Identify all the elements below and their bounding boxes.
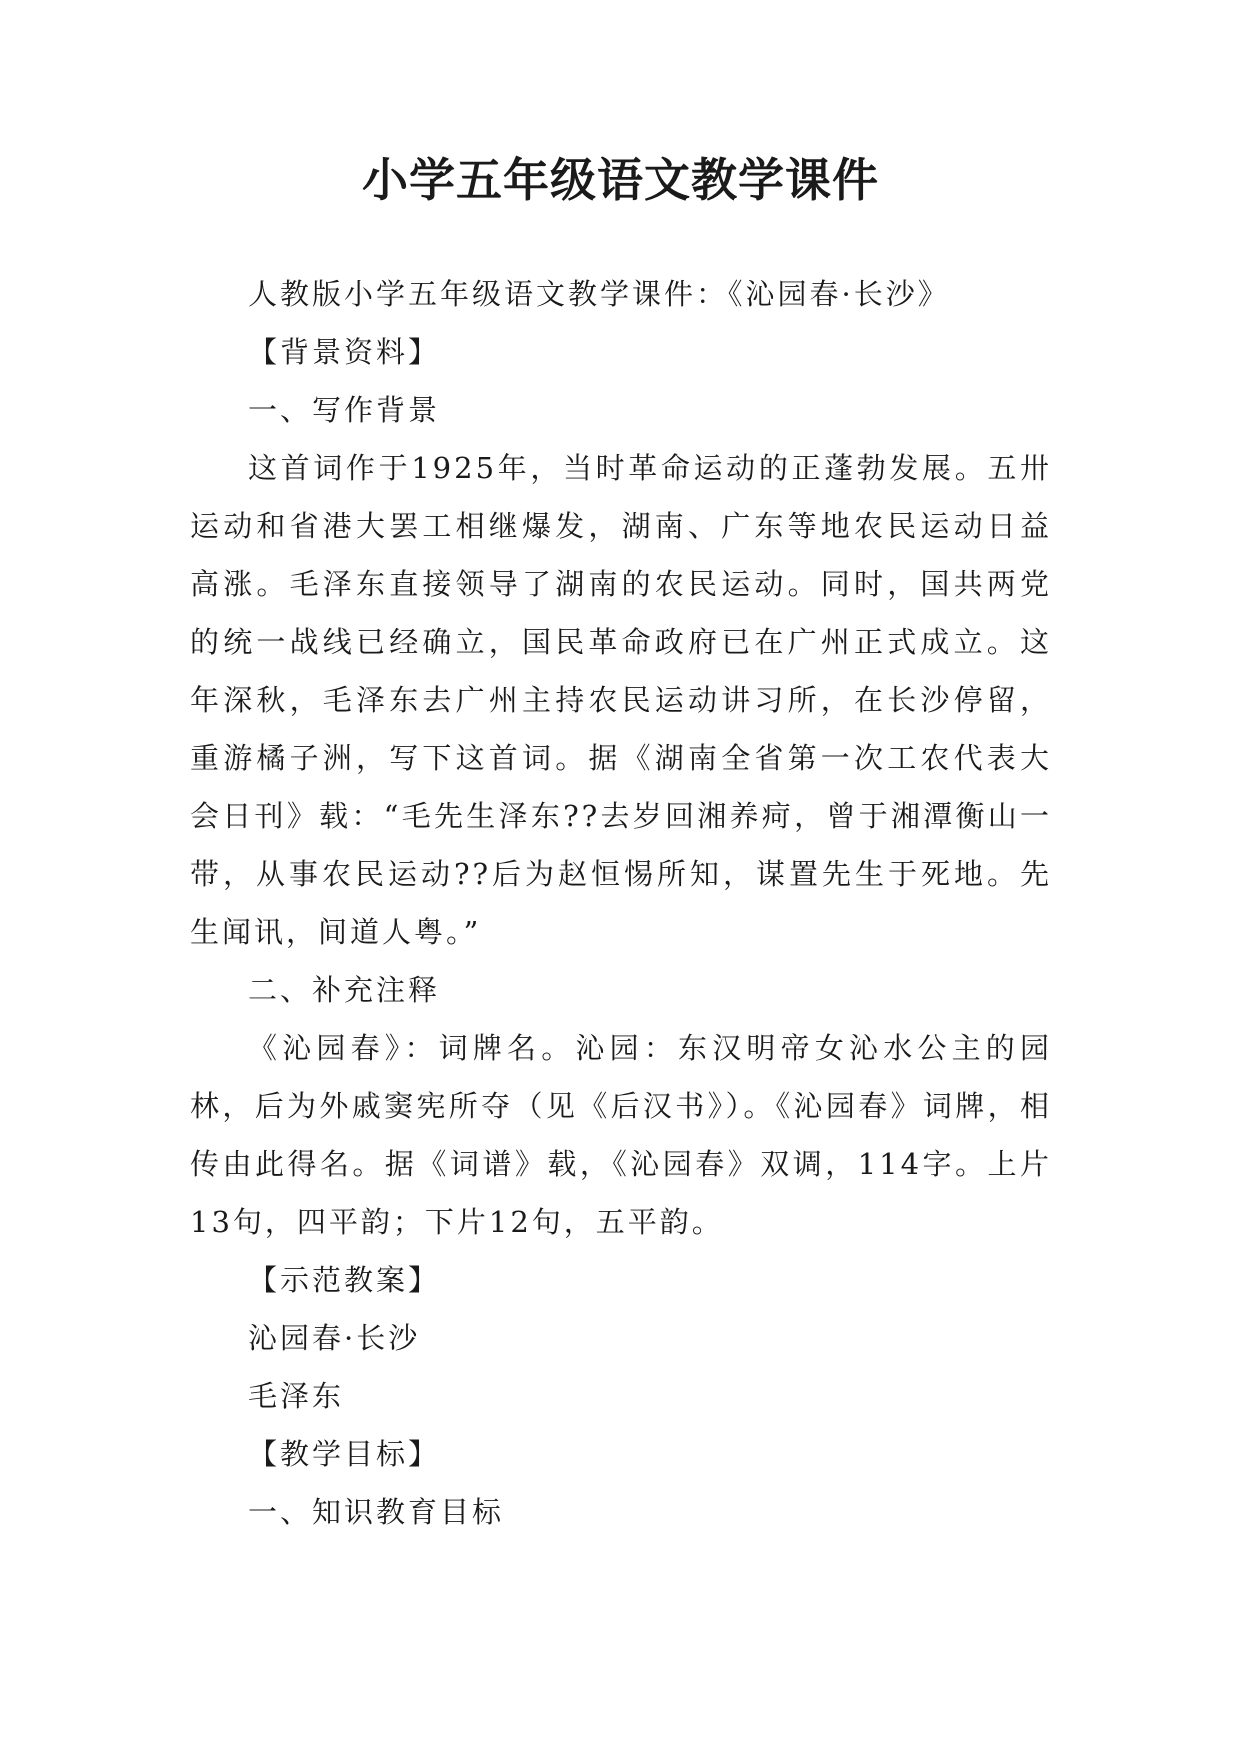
document-title: 小学五年级语文教学课件: [362, 153, 879, 207]
subheading-writing-background: 一、写作背景: [248, 393, 441, 427]
paragraph-supplementary-notes: 《沁园春》：词牌名。沁园：东汉明帝女沁水公主的园林，后为外戚窦宪所夺（见《后汉书》）。《沁园春》词牌，相传由此得名。据《词谱》载，《沁园春》双调，114字。上片13句，四平韵；下片12句，五平韵。: [190, 1031, 1052, 1239]
section-heading-background: 【背景资料】: [248, 335, 441, 369]
section-heading-teaching-goals: 【教学目标】: [248, 1437, 441, 1471]
poem-title: 沁园春·长沙: [248, 1321, 421, 1355]
poem-author: 毛泽东: [248, 1379, 345, 1413]
subheading-supplementary-notes: 二、补充注释: [248, 973, 441, 1007]
section-heading-lesson-plan: 【示范教案】: [248, 1263, 441, 1297]
paragraph-writing-background: 这首词作于1925年，当时革命运动的正蓬勃发展。五卅运动和省港大罢工相继爆发，湖南、广东等地农民运动日益高涨。毛泽东直接领导了湖南的农民运动。同时，国共两党的统一战线已经确立，国民革命政府已在广州正式成立。这年深秋，毛泽东去广州主持农民运动讲习所，在长沙停留，重游橘子洲，写下这首词。据《湖南全省第一次工农代表大会日刊》载：“毛先生泽东??去岁回湘养疴，曾于湘潭衡山一带，从事农民运动??后为赵恒惕所知，谋置先生于死地。先生闻讯，间道人粤。”: [190, 451, 1052, 949]
document-body: [190, 265, 1052, 1541]
intro-line: 人教版小学五年级语文教学课件：《沁园春·长沙》: [248, 277, 950, 311]
subheading-knowledge-goals: 一、知识教育目标: [248, 1495, 505, 1529]
